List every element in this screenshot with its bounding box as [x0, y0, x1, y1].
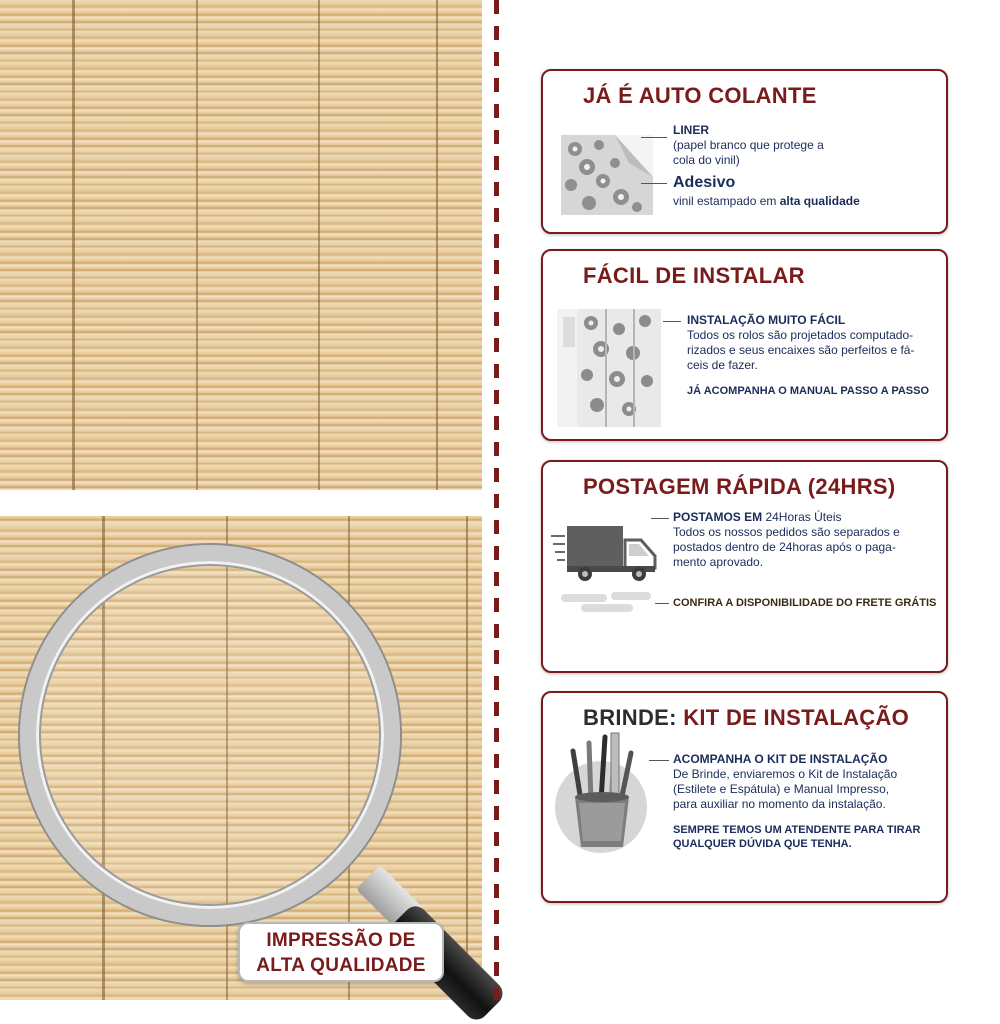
- wall-panel-install-icon: [557, 307, 661, 429]
- shipping-desc-line3: mento aprovado.: [673, 555, 764, 569]
- dashed-divider: [494, 0, 499, 1000]
- kit-heading: ACOMPANHA O KIT DE INSTALAÇÃO: [673, 752, 888, 766]
- adesivo-desc-prefix: vinil estampado em: [673, 194, 780, 208]
- quality-badge: [238, 922, 444, 982]
- card-title: FÁCIL DE INSTALAR: [583, 263, 805, 288]
- card-easy-install: [541, 249, 948, 441]
- shipping-desc-line1: Todos os nossos pedidos são separados e: [673, 525, 900, 539]
- card-title: JÁ É AUTO COLANTE: [583, 83, 817, 108]
- card-title: POSTAGEM RÁPIDA (24HRS): [583, 474, 896, 499]
- magnifier-icon: [20, 545, 400, 925]
- kit-note-line1: SEMPRE TEMOS UM ATENDENTE PARA TIRAR: [673, 824, 921, 836]
- quality-badge-line1: IMPRESSÃO DE: [266, 930, 416, 951]
- shipping-note: CONFIRA A DISPONIBILIDADE DO FRETE GRÁTIS: [673, 597, 937, 609]
- kit-note-line2: QUALQUER DÚVIDA QUE TENHA.: [673, 838, 852, 850]
- tool-cup-icon: [549, 731, 653, 855]
- install-heading: INSTALAÇÃO MUITO FÁCIL: [687, 313, 846, 327]
- shipping-heading: [673, 510, 841, 525]
- card-gift-kit: [541, 691, 948, 903]
- card-self-adhesive: [541, 69, 948, 234]
- liner-desc-line2: cola do vinil): [673, 153, 740, 167]
- kit-desc-line3: para auxiliar no momento da instalação.: [673, 797, 886, 811]
- install-desc-line1: Todos os rolos são projetados computado-: [687, 328, 914, 342]
- shipping-heading-bold: POSTAMOS EM: [673, 510, 766, 524]
- card-title-dark: BRINDE:: [583, 705, 684, 730]
- liner-desc-line1: (papel branco que protege a: [673, 138, 824, 152]
- install-desc-line2: rizados e seus encaixes são perfeitos e fá-: [687, 343, 915, 357]
- delivery-truck-icon: [551, 520, 659, 614]
- card-fast-shipping: [541, 460, 948, 673]
- liner-label: LINER: [673, 123, 709, 137]
- shipping-desc-line2: postados dentro de 24horas após o paga-: [673, 540, 896, 554]
- install-desc-line3: ceis de fazer.: [687, 358, 758, 372]
- quality-badge-line2: ALTA QUALIDADE: [256, 955, 426, 976]
- card-title: [583, 705, 909, 731]
- install-note: JÁ ACOMPANHA O MANUAL PASSO A PASSO: [687, 385, 930, 397]
- vinyl-roll-peel-icon: [559, 133, 659, 217]
- stone-texture-preview: [0, 0, 482, 490]
- shipping-heading-rest: 24Horas Úteis: [765, 510, 842, 524]
- kit-desc-line1: De Brinde, enviaremos o Kit de Instalação: [673, 767, 898, 781]
- adesivo-label: Adesivo: [673, 174, 736, 191]
- adesivo-desc-bold: alta qualidade: [779, 194, 860, 208]
- adesivo-desc: [673, 194, 860, 209]
- kit-desc-line2: (Estilete e Espátula) e Manual Impresso,: [673, 782, 890, 796]
- card-title-red: KIT DE INSTALAÇÃO: [683, 705, 910, 730]
